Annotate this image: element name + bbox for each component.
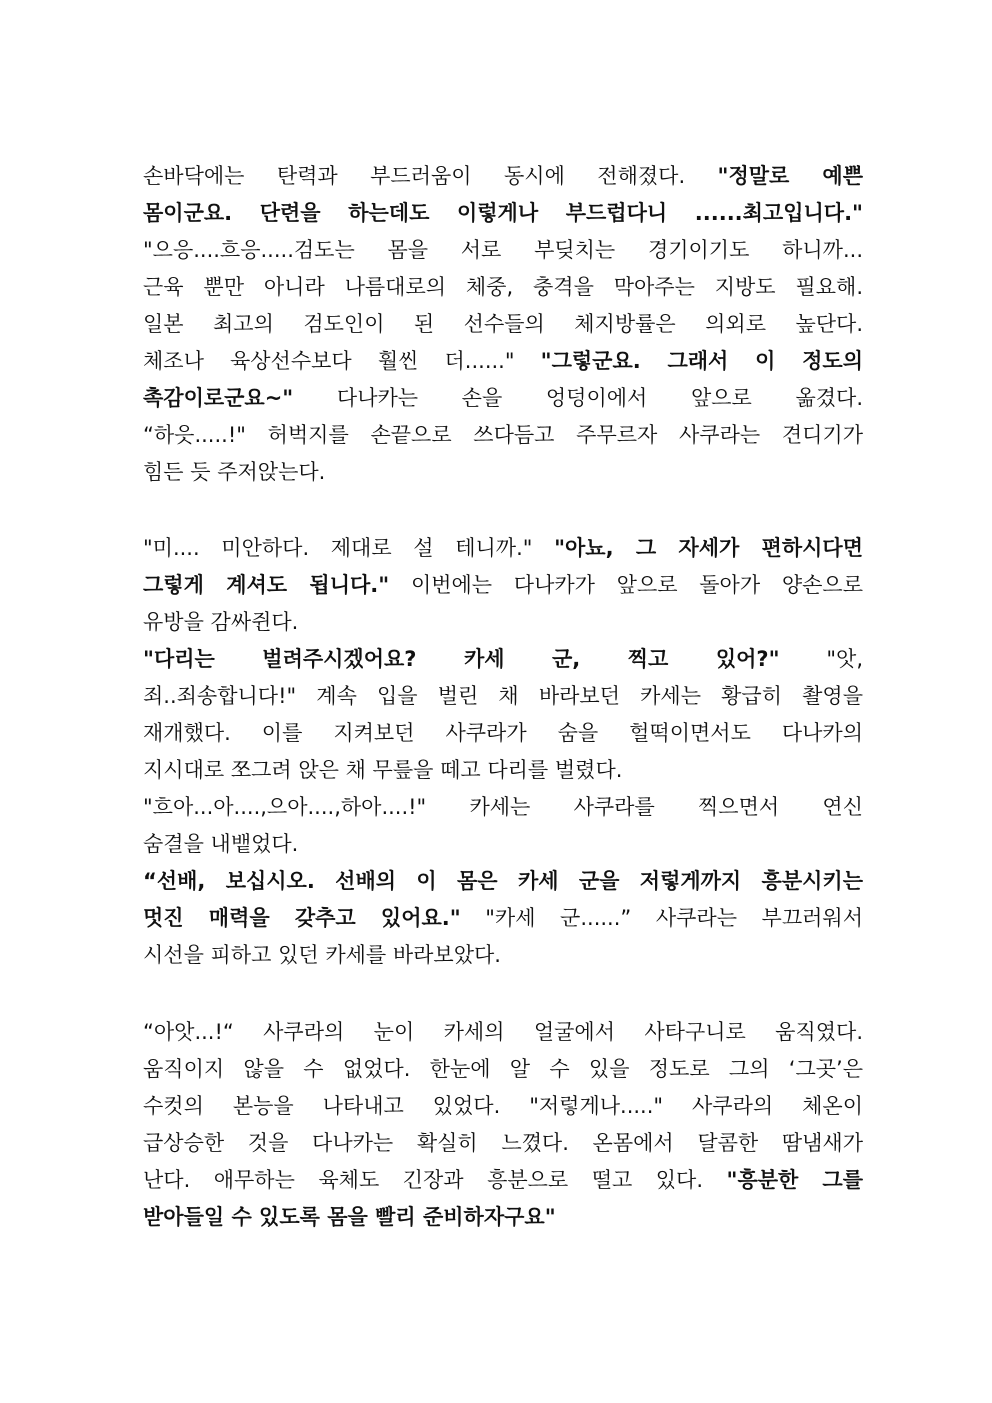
text-line bbox=[143, 1051, 863, 1088]
dialogue-bold: "다리는 벌려주시겠어요? 카세 군, 찍고 있어?" bbox=[143, 647, 780, 671]
text-run: 죄..죄송합니다!" 계속 입을 벌린 채 바라보던 카세는 황급히 촬영을 bbox=[143, 684, 863, 708]
paragraph-1 bbox=[143, 158, 863, 491]
dialogue-bold: "정말로 예쁜 bbox=[717, 164, 863, 188]
text-line bbox=[143, 863, 863, 900]
text-line bbox=[143, 752, 863, 789]
text-line bbox=[143, 678, 863, 715]
text-run: 지시대로 쪼그려 앉은 채 무릎을 떼고 다리를 벌렸다. bbox=[143, 758, 623, 782]
dialogue-bold: 그렇게 계셔도 됩니다." bbox=[143, 573, 390, 597]
dialogue-bold: "아뇨, 그 자세가 편하시다면 bbox=[554, 536, 863, 560]
text-run: 재개했다. 이를 지켜보던 사쿠라가 숨을 헐떡이면서도 다나카의 bbox=[143, 721, 863, 745]
dialogue-bold: 촉감이로군요~" bbox=[143, 386, 294, 410]
text-run: 수컷의 본능을 나타내고 있었다. "저렇게나....." 사쿠라의 체온이 bbox=[143, 1094, 863, 1118]
text-run: 급상승한 것을 다나카는 확실히 느꼈다. 온몸에서 달콤한 땀냄새가 bbox=[143, 1131, 863, 1155]
text-line bbox=[143, 1014, 863, 1051]
text-run: 손바닥에는 탄력과 부드러움이 동시에 전해졌다. bbox=[143, 164, 718, 188]
text-run: 유방을 감싸쥔다. bbox=[143, 610, 299, 634]
dialogue-bold: 몸이군요. 단련을 하는데도 이렇게나 부드럽다니 ......최고입니다." bbox=[143, 201, 863, 225]
text-run: "카세 군......” 사쿠라는 부끄러워서 bbox=[460, 906, 863, 930]
text-line bbox=[143, 937, 863, 974]
text-run: 근육 뿐만 아니라 나름대로의 체중, 충격을 막아주는 지방도 필요해. bbox=[143, 275, 863, 299]
text-run: 체조나 육상선수보다 훨씬 더......" bbox=[143, 349, 541, 373]
text-run: 이번에는 다나카가 앞으로 돌아가 양손으로 bbox=[389, 573, 863, 597]
text-line bbox=[143, 789, 863, 826]
text-line bbox=[143, 604, 863, 641]
dialogue-bold: 받아들일 수 있도록 몸을 빨리 준비하자구요" bbox=[143, 1205, 556, 1229]
text-line bbox=[143, 641, 863, 678]
text-run: “하읏.....!" 허벅지를 손끝으로 쓰다듬고 주무르자 사쿠라는 견디기가 bbox=[143, 423, 863, 447]
text-run: 움직이지 않을 수 없었다. 한눈에 알 수 있을 정도로 그의 ‘그곳’은 bbox=[143, 1057, 863, 1081]
text-line bbox=[143, 1125, 863, 1162]
text-run: 일본 최고의 검도인이 된 선수들의 체지방률은 의외로 높단다. bbox=[143, 312, 863, 336]
text-run: 난다. 애무하는 육체도 긴장과 흥분으로 떨고 있다. bbox=[143, 1168, 727, 1192]
text-line bbox=[143, 343, 863, 380]
text-line bbox=[143, 158, 863, 195]
text-line bbox=[143, 454, 863, 491]
text-run: “아앗...!“ 사쿠라의 눈이 카세의 얼굴에서 사타구니로 움직였다. bbox=[143, 1020, 863, 1044]
text-line bbox=[143, 380, 863, 417]
text-run: "미.... 미안하다. 제대로 설 테니까." bbox=[143, 536, 555, 560]
dialogue-bold: "흥분한 그를 bbox=[726, 1168, 863, 1192]
text-line bbox=[143, 567, 863, 604]
paragraph-3 bbox=[143, 1014, 863, 1236]
text-line bbox=[143, 269, 863, 306]
text-run: 숨결을 내뱉었다. bbox=[143, 832, 299, 856]
dialogue-bold: 멋진 매력을 갖추고 있어요." bbox=[143, 906, 461, 930]
text-line bbox=[143, 306, 863, 343]
dialogue-bold: "그렇군요. 그래서 이 정도의 bbox=[540, 349, 864, 373]
text-run: 다나카는 손을 엉덩이에서 앞으로 옮겼다. bbox=[293, 386, 863, 410]
text-line bbox=[143, 715, 863, 752]
text-run: 힘든 듯 주저앉는다. bbox=[143, 460, 326, 484]
text-line bbox=[143, 195, 863, 232]
text-run: "흐아...아....,으아....,하아....!" 카세는 사쿠라를 찍으면서 연신 bbox=[143, 795, 863, 819]
text-line bbox=[143, 1199, 863, 1236]
text-run: 시선을 피하고 있던 카세를 바라보았다. bbox=[143, 943, 501, 967]
text-line bbox=[143, 900, 863, 937]
text-line bbox=[143, 417, 863, 454]
dialogue-bold: “선배, 보십시오. 선배의 이 몸은 카세 군을 저렇게까지 흥분시키는 bbox=[143, 869, 863, 893]
text-line bbox=[143, 1162, 863, 1199]
text-run: "으응....흐응.....검도는 몸을 서로 부딪치는 경기이기도 하니까... bbox=[143, 238, 863, 262]
text-line bbox=[143, 1088, 863, 1125]
text-run: "앗, bbox=[779, 647, 864, 671]
paragraph-2 bbox=[143, 530, 863, 974]
text-line bbox=[143, 232, 863, 269]
text-line bbox=[143, 826, 863, 863]
text-line bbox=[143, 530, 863, 567]
